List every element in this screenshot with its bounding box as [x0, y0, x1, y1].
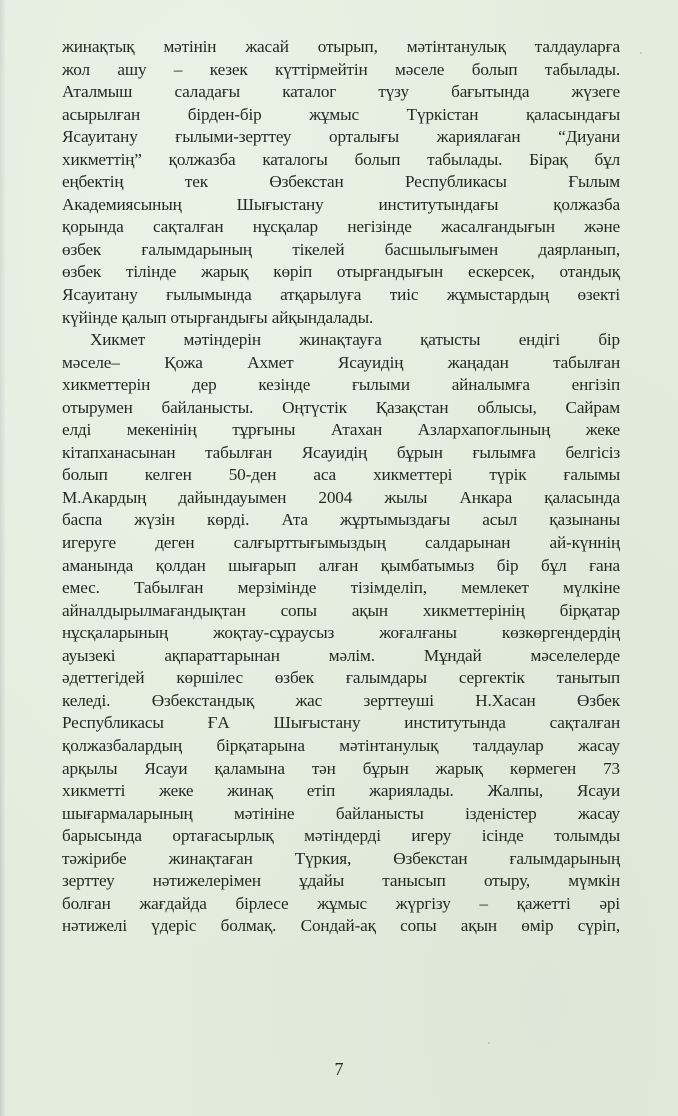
text-line: күйінде қалып отырғандығы айқындалады. — [62, 307, 374, 327]
text-line: хикметті жеке жинақ етіп жариялады. Жалпы, Ясауи — [62, 781, 620, 801]
text-line: болып келген 50-ден аса хикметтері түрік ғалымы — [62, 465, 620, 485]
text-line: Ясауитану ғылымында атқарылуға тиіс жұмыстардың өзекті — [62, 285, 620, 305]
text-line: баспа жүзін көрді. Ата жұртымыздағы асыл қазынаны — [62, 510, 620, 530]
text-line: барысында ортағасырлық мәтіндерді игеру ісінде толымды — [62, 826, 620, 846]
text-line: өзбек ғалымдарының тікелей басшылығымен даярланып, — [62, 239, 620, 259]
text-line: Хикмет мәтіндерін жинақтауға қатысты ендігі бір — [90, 330, 620, 350]
text-line: Республикасы ҒА Шығыстану институтында сақталған — [62, 713, 620, 733]
text-line: айналдырылмағандықтан сопы ақын хикметтерінің бірқатар — [62, 600, 620, 620]
text-line: тәжірибе жинақтаған Түркия, Өзбекстан ғалымдарының — [62, 848, 620, 868]
text-line: Аталмыш саладағы каталог түзу бағытында жүзеге — [62, 82, 620, 102]
scan-speck — [640, 52, 642, 54]
paragraph-1 — [62, 36, 620, 329]
scan-speck — [488, 1042, 490, 1044]
text-line: аманында қолдан шығарып алған қымбатымыз бір бұл ғана — [62, 555, 620, 575]
text-line: жол ашу – кезек күттірмейтін мәселе болып табылады. — [62, 59, 620, 79]
text-line: жинақтық мәтінін жасай отырып, мәтінтанулық талдауларға — [62, 37, 620, 56]
text-line: отырумен байланысты. Оңтүстік Қазақстан облысы, Сайрам — [62, 397, 620, 417]
text-line: шығармаларының мәтініне байланысты ізденістер жасау — [62, 803, 620, 823]
text-line: еңбектің тек Өзбекстан Республикасы Ғылым — [62, 172, 620, 192]
text-line: келеді. Өзбекстандық жас зерттеуші Н.Хасан Өзбек — [62, 690, 620, 710]
text-line: Академиясының Шығыстану институтындағы қолжазба — [62, 194, 620, 214]
text-line: қорында сақталған нұсқалар негізінде жасалғандығын және — [62, 217, 620, 237]
paragraph-2 — [62, 329, 620, 938]
text-line: М.Акардың дайындауымен 2004 жылы Анкара қаласында — [62, 487, 620, 507]
text-line: Ясауитану ғылыми-зерттеу орталығы жариялаған “Диуани — [62, 127, 620, 147]
text-line: қолжазбалардың бірқатарына мәтінтанулық талдаулар жасау — [62, 735, 620, 755]
text-line: арқылы Ясауи қаламына тән бұрын жарық көрмеген 73 — [62, 758, 620, 778]
text-line: нәтижелі үдеріс болмақ. Сондай-ақ сопы ақын өмір сүріп, — [62, 916, 620, 936]
text-line: емес. Табылған мерзімінде тізімделіп, мемлекет мүлкіне — [62, 578, 620, 598]
page-number: 7 — [334, 1059, 344, 1079]
text-line: нұсқаларының жоқтау-сұраусыз жоғалғаны көзкөргендердің — [62, 623, 620, 643]
text-line: мәселе– Қожа Ахмет Ясауидің жаңадан табылған — [62, 352, 620, 372]
text-line: игеруге деген салғырттығымыздың салдарынан ай-күннің — [62, 533, 620, 553]
text-line: хикметтерін дер кезінде ғылыми айналымға енгізіп — [62, 375, 620, 395]
text-line: өзбек тілінде жарық көріп отырғандығын ескерсек, отандық — [62, 262, 620, 282]
text-line: болған жағдайда бірлесе жұмыс жүргізу – қажетті әрі — [62, 893, 620, 913]
text-line: хикметтің” қолжазба каталогы болып табылады. Бірақ бұл — [62, 149, 620, 169]
text-line: кітапханасынан табылған Ясауидің бұрын ғылымға белгісіз — [62, 442, 620, 462]
text-line: әдеттегідей көршілес өзбек ғалымдары сергектік танытып — [62, 668, 620, 688]
body-text — [62, 36, 620, 938]
text-line: елді мекенінің тұрғыны Атахан Азлархапоғлының жеке — [62, 420, 620, 440]
text-line: асырылған бірден-бір жұмыс Түркістан қаласындағы — [62, 104, 620, 124]
text-line: зерттеу нәтижелерімен ұдайы танысып отыру, мүмкін — [62, 871, 620, 891]
text-line: ауызекі ақпараттарынан мәлім. Мұндай мәселелерде — [62, 645, 620, 665]
